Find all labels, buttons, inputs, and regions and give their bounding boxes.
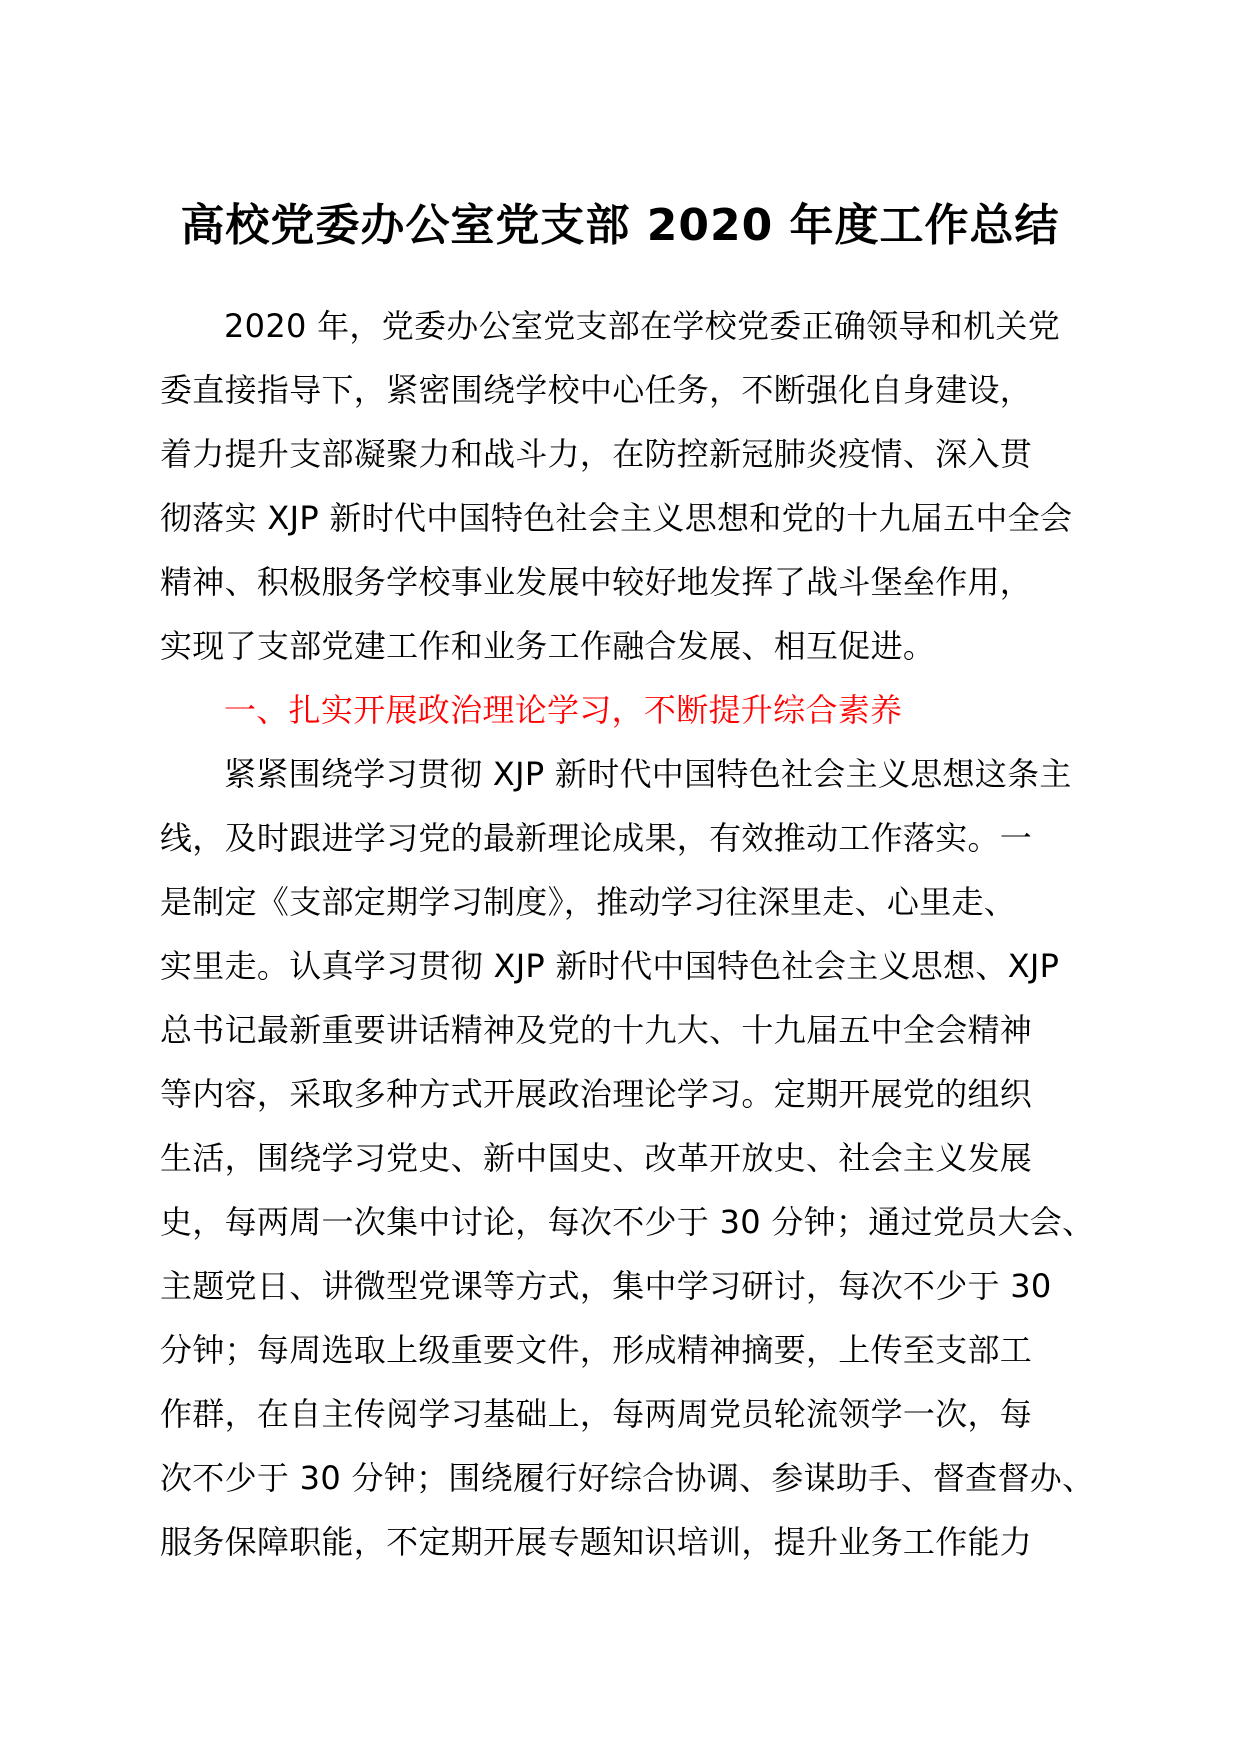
paragraph-line: 主题党日、讲微型党课等方式，集中学习研讨，每次不少于 30 — [160, 1267, 1052, 1305]
paragraph-line: 着力提升支部凝聚力和战斗力，在防控新冠肺炎疫情、深入贯 — [160, 435, 1033, 473]
paragraph-line: 委直接指导下，紧密围绕学校中心任务，不断强化自身建设， — [160, 371, 1033, 409]
paragraph-line: 服务保障职能，不定期开展专题知识培训，提升业务工作能力 — [160, 1523, 1033, 1561]
paragraph-line: 作群，在自主传阅学习基础上，每两周党员轮流领学一次，每 — [160, 1395, 1033, 1433]
paragraph-line: 生活，围绕学习党史、新中国史、改革开放史、社会主义发展 — [160, 1139, 1033, 1177]
section-heading: 一、扎实开展政治理论学习，不断提升综合素养 — [224, 691, 903, 729]
paragraph-line: 实现了支部党建工作和业务工作融合发展、相互促进。 — [160, 627, 936, 665]
paragraph-line: 紧紧围绕学习贯彻 XJP 新时代中国特色社会主义思想这条主 — [224, 755, 1072, 793]
paragraph-line: 2020 年，党委办公室党支部在学校党委正确领导和机关党 — [224, 307, 1061, 345]
document-title: 高校党委办公室党支部 2020 年度工作总结 — [180, 200, 1060, 251]
paragraph-line: 彻落实 XJP 新时代中国特色社会主义思想和党的十九届五中全会 — [160, 499, 1073, 537]
paragraph-line: 精神、积极服务学校事业发展中较好地发挥了战斗堡垒作用， — [160, 563, 1033, 601]
paragraph-line: 线，及时跟进学习党的最新理论成果，有效推动工作落实。一 — [160, 819, 1033, 857]
paragraph-line: 实里走。认真学习贯彻 XJP 新时代中国特色社会主义思想、XJP — [160, 947, 1060, 985]
paragraph-line: 史，每两周一次集中讨论，每次不少于 30 分钟；通过党员大会、 — [160, 1203, 1095, 1241]
paragraph-line: 次不少于 30 分钟；围绕履行好综合协调、参谋助手、督查督办、 — [160, 1459, 1095, 1497]
document-body — [160, 294, 1095, 1574]
paragraph-line: 是制定《支部定期学习制度》，推动学习往深里走、心里走、 — [160, 883, 1017, 921]
paragraph-line: 分钟；每周选取上级重要文件，形成精神摘要，上传至支部工 — [160, 1331, 1033, 1369]
paragraph-line: 总书记最新重要讲话精神及党的十九大、十九届五中全会精神 — [160, 1011, 1033, 1049]
paragraph-line: 等内容，采取多种方式开展政治理论学习。定期开展党的组织 — [160, 1075, 1033, 1113]
